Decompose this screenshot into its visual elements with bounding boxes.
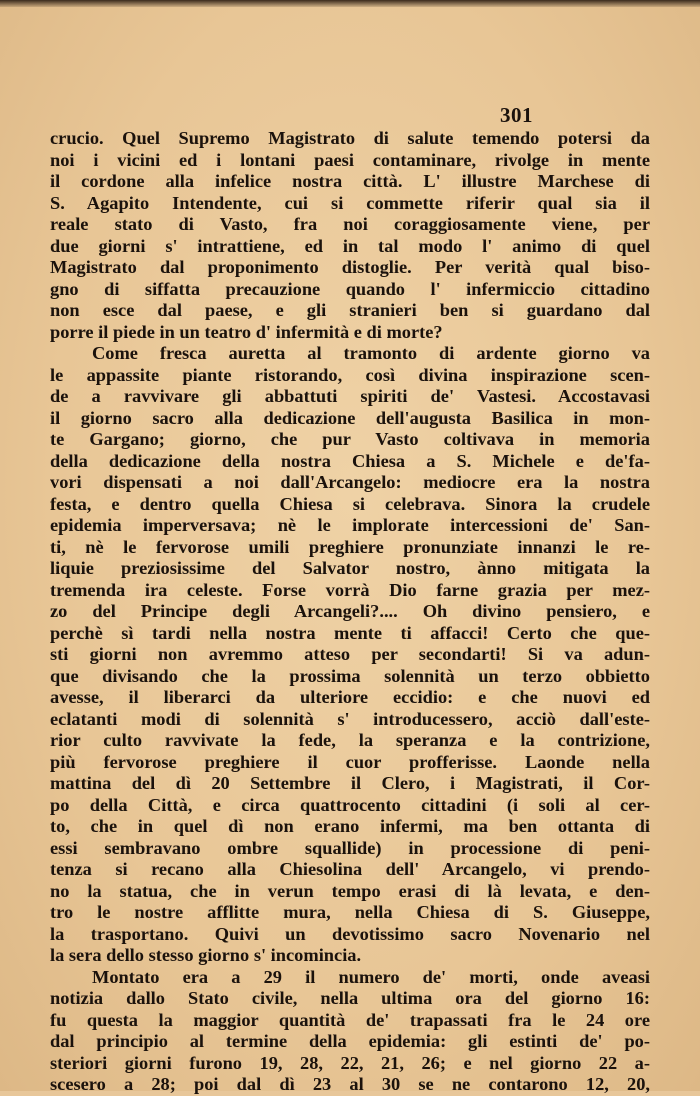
text-line: Come fresca auretta al tramonto di ardente giorno va xyxy=(92,343,650,363)
text-line: notizia dallo Stato civile, nella ultima ora del giorno 16: xyxy=(50,988,650,1008)
text-line: il cordone alla infelice nostra città. L' illustre Marchese di xyxy=(50,171,650,191)
text-line: festa, e dentro quella Chiesa si celebrava. Sinora la crudele xyxy=(50,493,650,514)
text-line: zo del Principe degli Arcangeli?.... Oh divino pensiero, e xyxy=(50,601,650,621)
text-line: due giorni s' intrattiene, ed in tal modo l' animo di quel xyxy=(50,235,650,256)
text-line: la trasportano. Quivi un devotissimo sacro Novenario nel xyxy=(50,923,650,944)
text-line: te Gargano; giorno, che pur Vasto coltivava in memoria xyxy=(50,429,650,449)
text-line: scesero a 28; poi dal dì 23 al 30 se ne contarono 12, 20, xyxy=(50,1074,650,1094)
text-line: steriori giorni furono 19, 28, 22, 21, 26; e nel giorno 22 a- xyxy=(50,1052,650,1073)
page-top-edge xyxy=(0,0,700,7)
text-line: le appassite piante ristorando, così divina inspirazione scen- xyxy=(50,364,650,385)
text-line: vori dispensati a noi dall'Arcangelo: mediocre era la nostra xyxy=(50,472,650,492)
text-line: tremenda ira celeste. Forse vorrà Dio farne grazia per mez- xyxy=(50,579,650,600)
text-line: perchè sì tardi nella nostra mente ti affacci! Certo che que- xyxy=(50,622,650,643)
text-line: noi i vicini ed i lontani paesi contaminare, rivolge in mente xyxy=(50,149,650,170)
text-line: no la statua, che in verun tempo erasi di là levata, e den- xyxy=(50,880,650,901)
text-line: porre il piede in un teatro d' infermità e di morte? xyxy=(50,321,443,342)
text-line: essi sembravano ombre squallide) in processione di peni- xyxy=(50,837,650,858)
text-line: sti giorni non avremmo atteso per secondarti! Si va adun- xyxy=(50,644,650,664)
text-line: S. Agapito Intendente, cui si commette riferir qual sia il xyxy=(50,192,650,213)
text-line: to, che in quel dì non erano infermi, ma ben ottanta di xyxy=(50,816,650,836)
text-line: la sera dello stesso giorno s' incomincia. xyxy=(50,945,362,965)
text-line: mattina del dì 20 Settembre il Clero, i Magistrati, il Cor- xyxy=(50,773,650,793)
text-line: ti, nè le fervorose umili preghiere pronunziate innanzi le re- xyxy=(50,536,650,557)
body-text xyxy=(50,128,650,1096)
text-line: rior culto ravvivate la fede, la speranza e la contrizione, xyxy=(50,730,650,750)
text-line: tenza si recano alla Chiesolina dell' Arcangelo, vi prendo- xyxy=(50,859,650,879)
text-line: liquie preziosissime del Salvator nostro, ànno mitigata la xyxy=(50,558,650,578)
text-line: il giorno sacro alla dedicazione dell'augusta Basilica in mon- xyxy=(50,407,650,428)
text-line: de a ravvivare gli abbattuti spiriti de' Vastesi. Accostavasi xyxy=(50,386,650,406)
text-line: gno di siffatta precauzione quando l' infermiccio cittadino xyxy=(50,278,650,299)
text-line: della dedicazione della nostra Chiesa a S. Michele e de'fa- xyxy=(50,450,650,471)
text-line: po della Città, e circa quattrocento cittadini (i soli al cer- xyxy=(50,794,650,815)
text-line: non esce dal paese, e gli stranieri ben si guardano dal xyxy=(50,300,650,320)
text-line: epidemia imperversava; nè le implorate intercessioni de' San- xyxy=(50,515,650,535)
text-line: dal principio al termine della epidemia: gli estinti de' po- xyxy=(50,1031,650,1051)
text-line: fu questa la maggior quantità de' trapassati fra le 24 ore xyxy=(50,1009,650,1030)
text-line: Magistrato dal proponimento distoglie. Per verità qual biso- xyxy=(50,257,650,277)
text-line: eclatanti modi di solennità s' introducessero, acciò dall'este- xyxy=(50,708,650,729)
text-line: tro le nostre afflitte mura, nella Chiesa di S. Giuseppe, xyxy=(50,902,650,922)
text-line: più fervorose preghiere il cuor profferisse. Laonde nella xyxy=(50,751,650,772)
text-line: Montato era a 29 il numero de' morti, onde aveasi xyxy=(92,966,650,987)
text-line: avesse, il liberarci da ulteriore eccidio: e che nuovi ed xyxy=(50,687,650,707)
text-line: crucio. Quel Supremo Magistrato di salute temendo potersi da xyxy=(50,128,650,148)
text-line: que divisando che la prossima solennità un terzo obbietto xyxy=(50,665,650,686)
text-line: reale stato di Vasto, fra noi coraggiosamente viene, per xyxy=(50,214,650,234)
page-number: 301 xyxy=(500,103,533,127)
